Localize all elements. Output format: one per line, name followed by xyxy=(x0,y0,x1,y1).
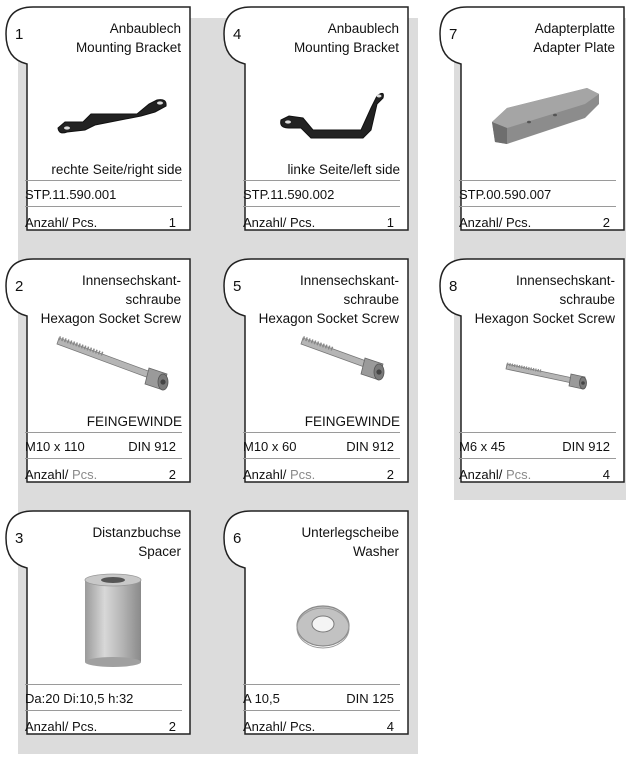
quantity-value: 2 xyxy=(168,719,176,734)
part-title-de: Innensechskant- xyxy=(81,273,181,288)
part-spec xyxy=(243,439,400,454)
quantity-unit: Pcs. xyxy=(72,467,98,482)
part-card-7 xyxy=(437,4,626,232)
screw-size: M6 x 45 xyxy=(459,439,506,454)
divider xyxy=(25,710,182,711)
quantity-label: Anzahl/ xyxy=(459,215,503,230)
quantity-value: 4 xyxy=(386,719,394,734)
part-title-de-2: schraube xyxy=(559,292,615,307)
divider xyxy=(459,432,616,433)
quantity-unit: Pcs. xyxy=(290,467,316,482)
din-standard: DIN 125 xyxy=(346,691,394,706)
part-card-3 xyxy=(3,508,192,736)
quantity-label: Anzahl/ xyxy=(459,467,503,482)
part-title-en: Spacer xyxy=(138,544,181,559)
screw-size: M10 x 110 xyxy=(25,439,85,454)
quantity-unit: Pcs. xyxy=(290,719,316,734)
divider xyxy=(459,180,616,181)
part-spec xyxy=(243,187,400,202)
part-title-de: Unterlegscheibe xyxy=(301,525,399,540)
part-number: 8 xyxy=(449,278,458,295)
part-number: 6 xyxy=(233,530,242,547)
quantity-label: Anzahl/ xyxy=(25,719,69,734)
din-standard: DIN 912 xyxy=(346,439,394,454)
quantity-row xyxy=(459,215,616,230)
part-card-8 xyxy=(437,256,626,484)
quantity-row xyxy=(459,467,616,482)
part-spec xyxy=(243,691,400,706)
part-title-en: Adapter Plate xyxy=(533,40,615,55)
quantity-value: 2 xyxy=(602,215,610,230)
quantity-unit: Pcs. xyxy=(506,215,532,230)
quantity-unit: Pcs. xyxy=(506,467,532,482)
part-title-de: Innensechskant- xyxy=(299,273,399,288)
divider xyxy=(243,206,400,207)
quantity-value: 4 xyxy=(602,467,610,482)
part-title-en: Washer xyxy=(352,544,399,559)
quantity-value: 2 xyxy=(386,467,394,482)
part-number: 1 xyxy=(15,26,24,43)
part-note: FEINGEWINDE xyxy=(86,414,182,429)
part-number: 2 xyxy=(15,278,24,295)
part-title-en: Hexagon Socket Screw xyxy=(474,311,615,326)
quantity-row xyxy=(243,215,400,230)
quantity-label: Anzahl/ xyxy=(25,467,69,482)
divider xyxy=(25,458,182,459)
divider xyxy=(25,180,182,181)
quantity-unit: Pcs. xyxy=(72,215,98,230)
part-title-de: Distanzbuchse xyxy=(92,525,181,540)
part-title-de-2: schraube xyxy=(125,292,181,307)
part-card-2 xyxy=(3,256,192,484)
quantity-row xyxy=(25,215,182,230)
part-number: 3 xyxy=(15,530,24,547)
part-card-1 xyxy=(3,4,192,232)
part-spec xyxy=(459,187,616,202)
quantity-unit: Pcs. xyxy=(290,215,316,230)
quantity-row xyxy=(243,467,400,482)
part-title-de: Anbaublech xyxy=(327,21,399,36)
divider xyxy=(25,432,182,433)
divider xyxy=(243,432,400,433)
part-card-4 xyxy=(221,4,410,232)
part-title-en: Hexagon Socket Screw xyxy=(258,311,399,326)
part-note: linke Seite/left side xyxy=(287,162,400,177)
part-number: 7 xyxy=(449,26,458,43)
din-standard: DIN 912 xyxy=(128,439,176,454)
part-spec xyxy=(25,439,182,454)
spacer-dimensions: Da:20 Di:10,5 h:32 xyxy=(25,691,134,706)
quantity-row xyxy=(25,719,182,734)
part-title-en: Hexagon Socket Screw xyxy=(40,311,181,326)
part-title-de-2: schraube xyxy=(343,292,399,307)
quantity-value: 2 xyxy=(168,467,176,482)
divider xyxy=(25,684,182,685)
part-note: FEINGEWINDE xyxy=(304,414,400,429)
part-title-de: Innensechskant- xyxy=(515,273,615,288)
quantity-label: Anzahl/ xyxy=(243,467,287,482)
quantity-row xyxy=(25,467,182,482)
quantity-unit: Pcs. xyxy=(72,719,98,734)
part-title-en: Mounting Bracket xyxy=(75,40,181,55)
divider xyxy=(243,684,400,685)
part-note: rechte Seite/right side xyxy=(51,162,182,177)
part-number: 5 xyxy=(233,278,242,295)
divider xyxy=(243,180,400,181)
part-number: 4 xyxy=(233,26,242,43)
part-card-5 xyxy=(221,256,410,484)
divider xyxy=(25,206,182,207)
part-spec xyxy=(25,691,182,706)
part-card-6 xyxy=(221,508,410,736)
din-standard: DIN 912 xyxy=(562,439,610,454)
part-title-de: Anbaublech xyxy=(109,21,181,36)
washer-size: A 10,5 xyxy=(243,691,280,706)
part-title-de: Adapterplatte xyxy=(534,21,615,36)
quantity-value: 1 xyxy=(168,215,176,230)
quantity-label: Anzahl/ xyxy=(25,215,69,230)
part-spec xyxy=(25,187,182,202)
part-spec xyxy=(459,439,616,454)
quantity-label: Anzahl/ xyxy=(243,719,287,734)
article-number: STP.00.590.007 xyxy=(459,187,552,202)
divider xyxy=(243,458,400,459)
part-title-en: Mounting Bracket xyxy=(293,40,399,55)
divider xyxy=(459,458,616,459)
article-number: STP.11.590.002 xyxy=(243,187,335,202)
divider xyxy=(243,710,400,711)
quantity-row xyxy=(243,719,400,734)
quantity-label: Anzahl/ xyxy=(243,215,287,230)
quantity-value: 1 xyxy=(386,215,394,230)
screw-size: M10 x 60 xyxy=(243,439,297,454)
divider xyxy=(459,206,616,207)
article-number: STP.11.590.001 xyxy=(25,187,117,202)
